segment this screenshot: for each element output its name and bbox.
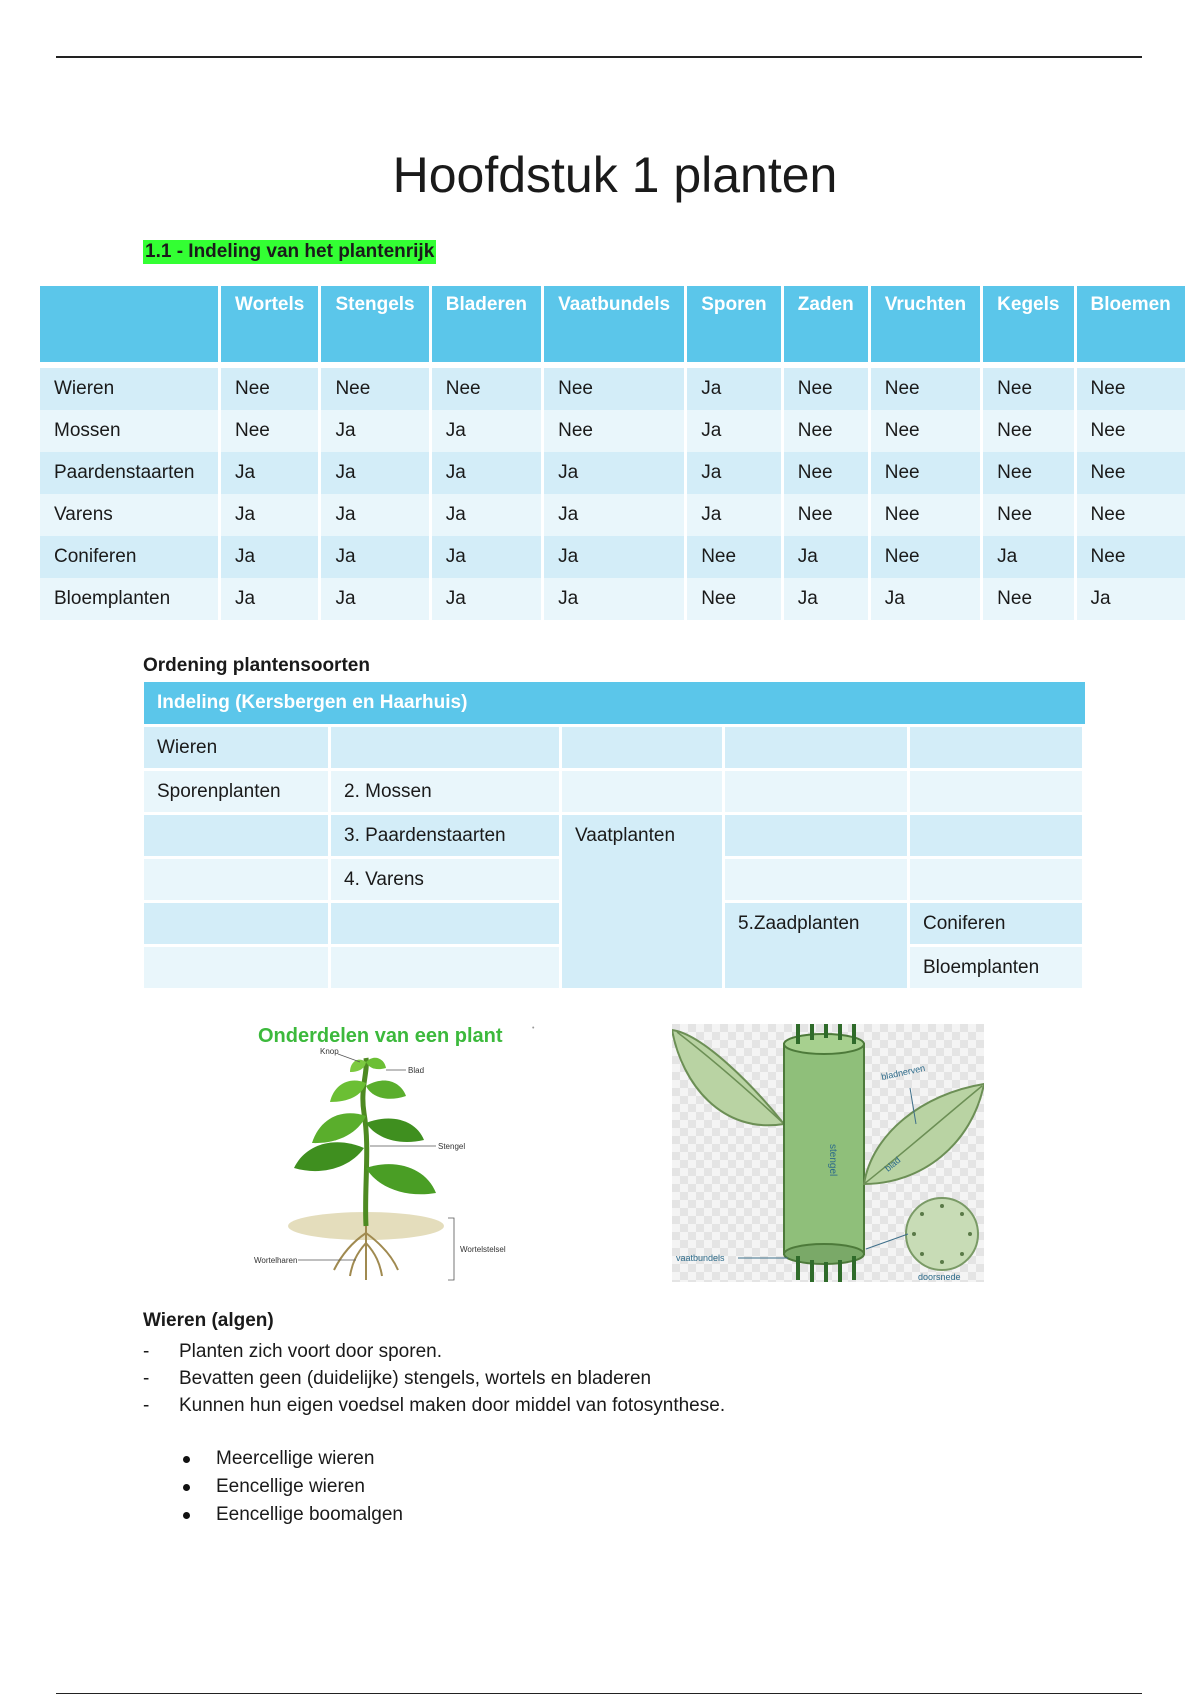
cell-zaadplanten: 5.Zaadplanten: [725, 903, 910, 991]
label-wortelharen: Wortelharen: [254, 1256, 298, 1265]
column-header: Sporen: [687, 286, 784, 362]
cell-paardenstaarten: 3. Paardenstaarten: [331, 815, 562, 859]
table-cell: Nee: [544, 410, 687, 452]
row-label: Varens: [40, 494, 221, 536]
list-item: Meercellige wieren: [180, 1445, 403, 1473]
label-stengel-stem: stengel: [827, 1144, 838, 1177]
table-cell: Nee: [983, 362, 1076, 410]
stem-diagram-figure: [672, 1024, 984, 1282]
empty-cell: [562, 727, 725, 771]
table-cell: Nee: [784, 452, 871, 494]
table-cell: Nee: [1077, 494, 1188, 536]
table-cell: Ja: [321, 536, 431, 578]
label-knop: Knop: [320, 1047, 339, 1056]
leaf-shape: [294, 1142, 364, 1171]
label-stengel: Stengel: [438, 1142, 466, 1151]
row-label: Paardenstaarten: [40, 452, 221, 494]
cell-wieren: Wieren: [144, 727, 331, 771]
properties-header-row: [40, 286, 1188, 362]
table-cell: Ja: [871, 578, 983, 620]
label-blad-stem: blad: [882, 1154, 903, 1174]
table-cell: Ja: [544, 578, 687, 620]
table-row: [40, 536, 1188, 578]
table-cell: Nee: [221, 410, 321, 452]
empty-cell: [331, 727, 562, 771]
table-cell: Ja: [321, 410, 431, 452]
table-row: [40, 362, 1188, 410]
list-item: - Kunnen hun eigen voedsel maken door middel van fotosynthese.: [143, 1392, 725, 1419]
ordering-table-header: Indeling (Kersbergen en Haarhuis): [144, 682, 1085, 727]
column-header: Wortels: [221, 286, 321, 362]
empty-cell: [144, 903, 331, 947]
table-cell: Ja: [432, 410, 544, 452]
table-cell: Ja: [983, 536, 1076, 578]
table-cell: Nee: [321, 362, 431, 410]
table-cell: Nee: [871, 536, 983, 578]
table-cell: Nee: [784, 362, 871, 410]
empty-cell: [331, 903, 562, 947]
row-label: Wieren: [40, 362, 221, 410]
label-wortelstelsel: Wortelstelsel: [460, 1245, 506, 1254]
label-bladnerven: bladnerven: [880, 1062, 926, 1082]
list-item: - Bevatten geen (duidelijke) stengels, wortels en bladeren: [143, 1365, 725, 1392]
table-cell: Nee: [687, 536, 784, 578]
top-rule: [56, 56, 1142, 58]
table-cell: Ja: [544, 536, 687, 578]
table-cell: Nee: [983, 410, 1076, 452]
table-row: [144, 815, 1085, 859]
table-cell: Nee: [871, 452, 983, 494]
empty-cell: [562, 771, 725, 815]
table-cell: Nee: [544, 362, 687, 410]
empty-cell: [331, 947, 562, 991]
table-cell: Nee: [871, 410, 983, 452]
cell-bloemplanten: Bloemplanten: [910, 947, 1085, 991]
table-cell: Ja: [544, 494, 687, 536]
table-cell: Nee: [1077, 362, 1188, 410]
algen-points-list: [143, 1338, 725, 1419]
table-cell: Nee: [784, 410, 871, 452]
row-label: Coniferen: [40, 536, 221, 578]
plant-figure-title: Onderdelen van een plant: [258, 1025, 503, 1047]
cell-coniferen: Coniferen: [910, 903, 1085, 947]
table-cell: Ja: [221, 494, 321, 536]
table-cell: Nee: [221, 362, 321, 410]
table-cell: Ja: [321, 452, 431, 494]
table-cell: Ja: [432, 494, 544, 536]
table-cell: Ja: [687, 452, 784, 494]
table-cell: Ja: [221, 452, 321, 494]
column-header: Vruchten: [871, 286, 983, 362]
table-cell: Nee: [432, 362, 544, 410]
bottom-rule: [56, 1693, 1142, 1694]
table-cell: Nee: [871, 494, 983, 536]
row-label: Bloemplanten: [40, 578, 221, 620]
table-cell: Ja: [432, 452, 544, 494]
table-cell: Ja: [784, 536, 871, 578]
cell-sporenplanten: Sporenplanten: [144, 771, 331, 815]
table-cell: Nee: [1077, 536, 1188, 578]
leaf-shape: [312, 1113, 366, 1143]
algen-heading: Wieren (algen): [143, 1310, 274, 1331]
leaf-shape: [366, 1118, 424, 1142]
page-title: Hoofdstuk 1 planten: [392, 147, 838, 203]
table-cell: Ja: [1077, 578, 1188, 620]
table-cell: Nee: [1077, 452, 1188, 494]
table-cell: Nee: [784, 494, 871, 536]
table-cell: Ja: [687, 362, 784, 410]
column-header: Bladeren: [432, 286, 544, 362]
column-header: Stengels: [321, 286, 431, 362]
table-cell: Ja: [321, 578, 431, 620]
leaf-shape: [366, 1081, 406, 1099]
table-cell: Ja: [687, 494, 784, 536]
table-cell: Ja: [432, 578, 544, 620]
cell-vaatplanten: Vaatplanten: [562, 815, 725, 991]
table-cell: Ja: [221, 536, 321, 578]
column-header: Kegels: [983, 286, 1076, 362]
table-cell: Ja: [432, 536, 544, 578]
list-item: - Planten zich voort door sporen.: [143, 1338, 725, 1365]
column-header: Zaden: [784, 286, 871, 362]
label-doorsnede: doorsnede: [918, 1272, 961, 1282]
corner-mark-icon: •: [532, 1025, 535, 1032]
empty-cell: [144, 947, 331, 991]
empty-cell: [144, 859, 331, 903]
table-row: [40, 494, 1188, 536]
leaf-shape: [366, 1164, 436, 1194]
empty-cell: [725, 815, 910, 859]
table-cell: Nee: [983, 494, 1076, 536]
table-cell: Nee: [983, 452, 1076, 494]
empty-cell: [910, 727, 1085, 771]
cell-varens: 4. Varens: [331, 859, 562, 903]
table-cell: Ja: [221, 578, 321, 620]
cell-mossen: 2. Mossen: [331, 771, 562, 815]
properties-table: [40, 286, 1188, 620]
cross-section-shape: [906, 1198, 978, 1270]
table-row: [40, 578, 1188, 620]
empty-cell: [144, 815, 331, 859]
list-item: Eencellige wieren: [180, 1473, 403, 1501]
empty-cell: [910, 815, 1085, 859]
empty-cell: [910, 771, 1085, 815]
empty-cell: [725, 771, 910, 815]
algen-types-list: [180, 1445, 403, 1529]
plant-parts-figure: [246, 1018, 542, 1282]
table-cell: Nee: [687, 578, 784, 620]
leaf-shape: [366, 1058, 386, 1069]
label-blad: Blad: [408, 1066, 425, 1075]
empty-cell: [725, 727, 910, 771]
table-row: [40, 410, 1188, 452]
table-cell: Nee: [1077, 410, 1188, 452]
row-label: Mossen: [40, 410, 221, 452]
empty-cell: [910, 859, 1085, 903]
ordering-table: [144, 682, 1085, 991]
label-vaatbundels: vaatbundels: [676, 1253, 725, 1263]
column-header: Vaatbundels: [544, 286, 687, 362]
table-cell: Ja: [687, 410, 784, 452]
column-header: Bloemen: [1077, 286, 1188, 362]
table-cell: Ja: [321, 494, 431, 536]
table-cell: Nee: [983, 578, 1076, 620]
header-corner-cell: [40, 286, 221, 362]
list-item: Eencellige boomalgen: [180, 1501, 403, 1529]
ordering-header-row: [144, 682, 1085, 727]
empty-cell: [725, 859, 910, 903]
table-cell: Ja: [784, 578, 871, 620]
table-cell: Nee: [871, 362, 983, 410]
table-cell: Ja: [544, 452, 687, 494]
table-row: [144, 771, 1085, 815]
section-heading: 1.1 - Indeling van het plantenrijk: [145, 241, 435, 262]
stem-cylinder: [784, 1044, 864, 1254]
table-row: [40, 452, 1188, 494]
ordering-heading: Ordening plantensoorten: [143, 655, 370, 676]
table-row: [144, 727, 1085, 771]
